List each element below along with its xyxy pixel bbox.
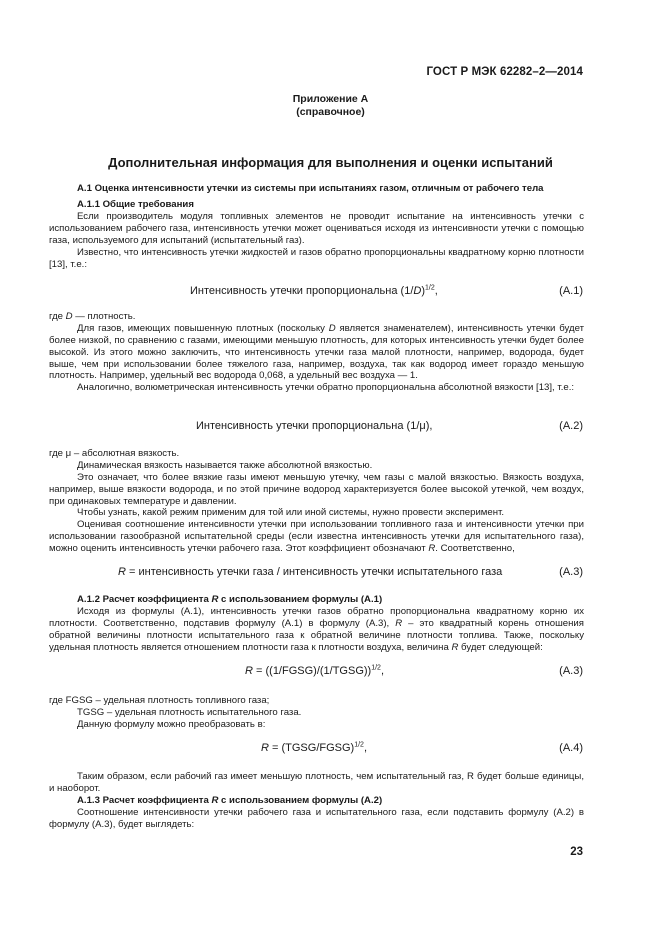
paragraph-12: Соотношение интенсивности утечки рабочего газа и испытательного газа, если подставить формулу (А.2) в формулу (А.3), будет выглядеть:: [49, 807, 584, 830]
section-heading-a11: А.1.1 Общие требования: [77, 199, 194, 210]
paragraph-8: Оценивая соотношение интенсивности утечки при использовании топливного газа и интенсивности утечки при использовании газообразной испытательной среды (если известна интенсивность утечки для испытательного газа), можно оценить интенсивность утечки рабочего газа. Этот коэффициент обозначают R. Соответственно,: [49, 519, 584, 554]
formula-a2: Интенсивность утечки пропорциональна (1/μ),: [196, 420, 433, 432]
formula-a3: R = интенсивность утечки газа / интенсивность утечки испытательного газа: [118, 566, 503, 578]
paragraph-6: Это означает, что более вязкие газы имеют меньшую утечку, чем газы с малой вязкостью. Вязкость воздуха, например, выше вязкости водорода, и по этой причине водород характеризуется более высокой утечкой, чем воздух, при одинаковых температуре и давлении.: [49, 472, 584, 507]
paragraph-9: Исходя из формулы (А.1), интенсивность утечки газов обратно пропорциональна квадратному корню их плотности. Соответственно, подставив формулу (А.1) в формулу (А.3), R – это квадратный корень отношения обратной величины плотности испытательного газа к обратной величине плотности топлива. Также, поскольку удельная плотность является отношением плотности газа к плотности воздуха, величина R будет следующей:: [49, 606, 584, 653]
appendix-label: Приложение А: [292, 93, 369, 105]
page-title: Дополнительная информация для выполнения и оценки испытаний: [108, 155, 553, 170]
section-heading-a13: А.1.3 Расчет коэффициента R с использованием формулы (А.2): [77, 795, 383, 806]
formula-a1-number: (A.1): [559, 285, 583, 297]
formula-a1: Интенсивность утечки пропорциональна $(1/D)^{1/2}$,: [190, 284, 438, 297]
formula-a4-number: (A.4): [559, 742, 583, 754]
paragraph-11: Таким образом, если рабочий газ имеет меньшую плотность, чем испытательный газ, R будет больше единицы, и наоборот.: [49, 771, 584, 794]
appendix-type: (справочное): [296, 106, 365, 118]
paragraph-4: Аналогично, волюметрическая интенсивность утечки обратно пропорциональна абсолютной вязкости [13], т.е.:: [77, 382, 575, 393]
paragraph-2: Известно, что интенсивность утечки жидкостей и газов обратно пропорциональны квадратному корню плотности [13], т.е.:: [49, 247, 584, 270]
formula-a2-number: (A.2): [559, 420, 583, 432]
definition-tgsg: TGSG – удельная плотность испытательного газа.: [77, 707, 302, 718]
paragraph-7: Чтобы узнать, какой режим применим для той или иной системы, нужно провести эксперимент.: [77, 507, 505, 518]
definition-mu: где μ – абсолютная вязкость.: [49, 448, 180, 459]
definition-d: где D — плотность.: [49, 311, 136, 322]
formula-a4: R = (TGSG/FGSG)$^{1/2}$,: [261, 741, 368, 754]
definition-fgsg: где FGSG – удельная плотность топливного газа;: [49, 695, 270, 706]
section-heading-a1: А.1 Оценка интенсивности утечки из системы при испытаниях газом, отличным от рабочего тела: [77, 183, 544, 194]
paragraph-3: Для газов, имеющих повышенную плотных (поскольку D является знаменателем), интенсивность утечки будет более низкой, по сравнению с газами, имеющими меньшую плотность, для которых интенсивность утечки будет более высокой. Из этого можно заключить, что интенсивность утечки газа малой плотности, например, водорода, будет выше, чем при использовании более тяжелого газа, например, воздуха, так как водород имеет гораздо меньшую плотность. Например, удельный вес водорода 0,068, а удельный вес воздуха — 1.: [49, 323, 584, 382]
formula-a3-expanded: R = ((1/FGSG)/(1/TGSG))$^{1/2}$,: [245, 664, 385, 677]
section-heading-a12: А.1.2 Расчет коэффициента R с использованием формулы (А.1): [77, 594, 383, 605]
formula-a3-expanded-number: (A.3): [559, 665, 583, 677]
document-code: ГОСТ Р МЭК 62282–2—2014: [426, 66, 583, 78]
paragraph-5: Динамическая вязкость называется также абсолютной вязкостью.: [77, 460, 373, 471]
formula-a3-number: (A.3): [559, 566, 583, 578]
paragraph-1: Если производитель модуля топливных элементов не проводит испытание на интенсивность утечки с использованием рабочего газа, интенсивность утечки может оцениваться исходя из интенсивности утечки с помощью газа, используемого для испытаний (испытательный газ).: [49, 211, 584, 246]
page-number: 23: [570, 846, 583, 858]
paragraph-10: Данную формулу можно преобразовать в:: [77, 719, 266, 730]
